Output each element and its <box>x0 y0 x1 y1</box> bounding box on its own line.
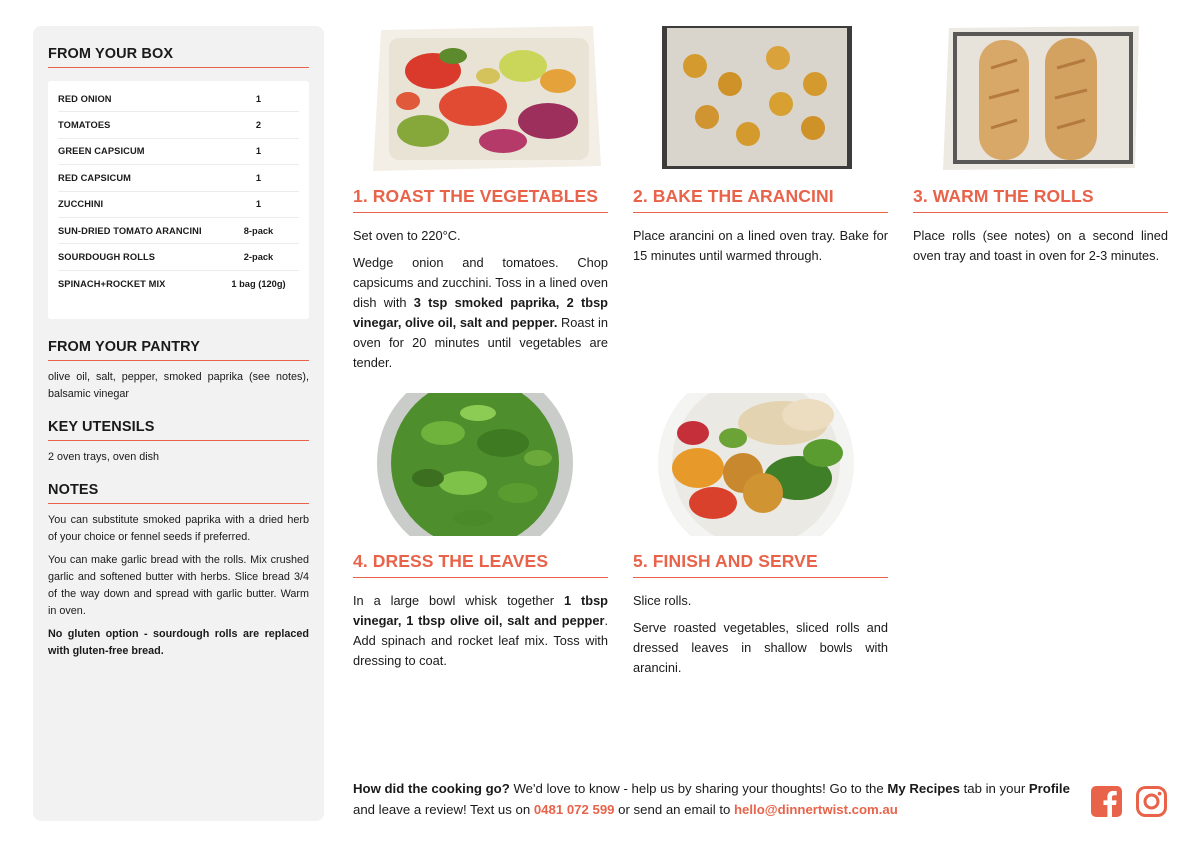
step-2-text-1: Place arancini on a lined oven tray. Bake for 15 minutes until warmed through. <box>633 228 888 263</box>
step-1-text-2: Wedge onion and tomatoes. Chop capsicums and zucchini. Toss in a lined oven dish with 3 tsp smoked paprika, 2 tbsp vinegar, olive oil, salt and pepper. Roast in oven for 20 minutes until vegetables are tender. <box>353 255 608 370</box>
step-5-title: 5. FINISH AND SERVE <box>633 551 888 578</box>
step-4-text-1: In a large bowl whisk together 1 tbsp vinegar, 1 tbsp olive oil, salt and pepper. Add spinach and rocket leaf mix. Toss with dressing to coat. <box>353 593 609 668</box>
step-1-text-1: Set oven to 220°C. <box>353 228 461 243</box>
step-1 <box>353 26 608 380</box>
step-4 <box>353 393 608 678</box>
profile-link[interactable]: Profile <box>1028 781 1070 796</box>
box-item <box>58 139 299 165</box>
bake-arancini-image <box>633 26 888 171</box>
feedback-question: How did the cooking go? <box>353 781 510 796</box>
notes-heading: NOTES <box>48 482 309 504</box>
box-item-qty: 2-pack <box>243 252 274 263</box>
box-item-name: RED ONION <box>58 93 112 104</box>
box-item <box>58 86 299 112</box>
dress-leaves-image <box>353 393 608 536</box>
box-item-qty: 1 bag (120g) <box>231 278 286 289</box>
step-4-title: 4. DRESS THE LEAVES <box>353 551 608 578</box>
utensils-section <box>48 419 309 466</box>
box-item <box>58 192 299 218</box>
step-5 <box>633 393 888 685</box>
box-item-name: RED CAPSICUM <box>58 172 131 183</box>
note-paprika: You can substitute smoked paprika with a dried herb of your choice or fennel seeds if preferred. <box>48 514 309 544</box>
email-link[interactable]: hello@dinnertwist.com.au <box>734 802 898 817</box>
box-item <box>58 271 299 297</box>
step-3-title: 3. WARM THE ROLLS <box>913 186 1168 213</box>
box-item-qty: 1 <box>255 172 262 183</box>
box-item-name: TOMATOES <box>58 120 111 131</box>
notes-section <box>48 482 309 660</box>
note-gluten: No gluten option - sourdough rolls are replaced with gluten-free bread. <box>48 628 309 658</box>
roast-vegetables-image <box>353 26 608 171</box>
box-item-name: ZUCCHINI <box>58 199 104 210</box>
key-utensils-heading: KEY UTENSILS <box>48 419 309 441</box>
box-item-qty: 1 <box>255 93 262 104</box>
facebook-icon[interactable] <box>1090 785 1123 818</box>
box-item-qty: 1 <box>255 199 262 210</box>
finish-serve-image <box>633 393 888 536</box>
pantry-text: olive oil, salt, pepper, smoked paprika (see notes), balsamic vinegar <box>48 371 309 401</box>
step-5-text-2: Serve roasted vegetables, sliced rolls and dressed leaves in shallow bowls with arancini. <box>633 620 888 675</box>
my-recipes-link[interactable]: My Recipes <box>887 781 960 796</box>
step-1-title: 1. ROAST THE VEGETABLES <box>353 186 608 213</box>
step-2-title: 2. BAKE THE ARANCINI <box>633 186 888 213</box>
box-item <box>58 244 299 270</box>
note-garlic-bread: You can make garlic bread with the rolls. Mix crushed garlic and softened butter with herbs. Slice bread 3/4 of the way down and spread with garlic butter. Warm in oven. <box>48 554 309 618</box>
box-item-name: SPINACH+ROCKET MIX <box>58 278 166 289</box>
box-item-name: GREEN CAPSICUM <box>58 146 145 157</box>
box-item-qty: 8-pack <box>243 225 274 236</box>
box-item-qty: 1 <box>255 146 262 157</box>
step-2 <box>633 26 888 273</box>
box-item-name: SUN-DRIED TOMATO ARANCINI <box>58 225 202 236</box>
step-3 <box>913 26 1168 273</box>
box-item-qty: 2 <box>255 120 262 131</box>
box-item <box>58 112 299 138</box>
feedback-footer: How did the cooking go? We'd love to know - help us by sharing your thoughts! Go to the My Recipes tab in your Profile and leave a review! Text us on 0481 072 599 or send an email to hello@dinnertwist.com.au <box>353 781 1070 817</box>
box-item-name: SOURDOUGH ROLLS <box>58 252 156 263</box>
from-your-box-heading: FROM YOUR BOX <box>48 46 309 68</box>
phone-number-link[interactable]: 0481 072 599 <box>533 802 615 817</box>
pantry-section <box>48 339 309 403</box>
from-your-pantry-heading: FROM YOUR PANTRY <box>48 339 309 361</box>
step-3-text-1: Place rolls (see notes) on a second lined oven tray and toast in oven for 2-3 minutes. <box>913 228 1168 263</box>
instagram-icon[interactable] <box>1135 785 1168 818</box>
warm-rolls-image <box>913 26 1168 171</box>
box-item <box>58 165 299 191</box>
social-links <box>1090 785 1168 818</box>
box-items-card <box>48 81 309 319</box>
utensils-text: 2 oven trays, oven dish <box>48 451 160 464</box>
box-item <box>58 218 299 244</box>
sidebar <box>33 26 324 821</box>
step-5-text-1: Slice rolls. <box>633 593 692 608</box>
